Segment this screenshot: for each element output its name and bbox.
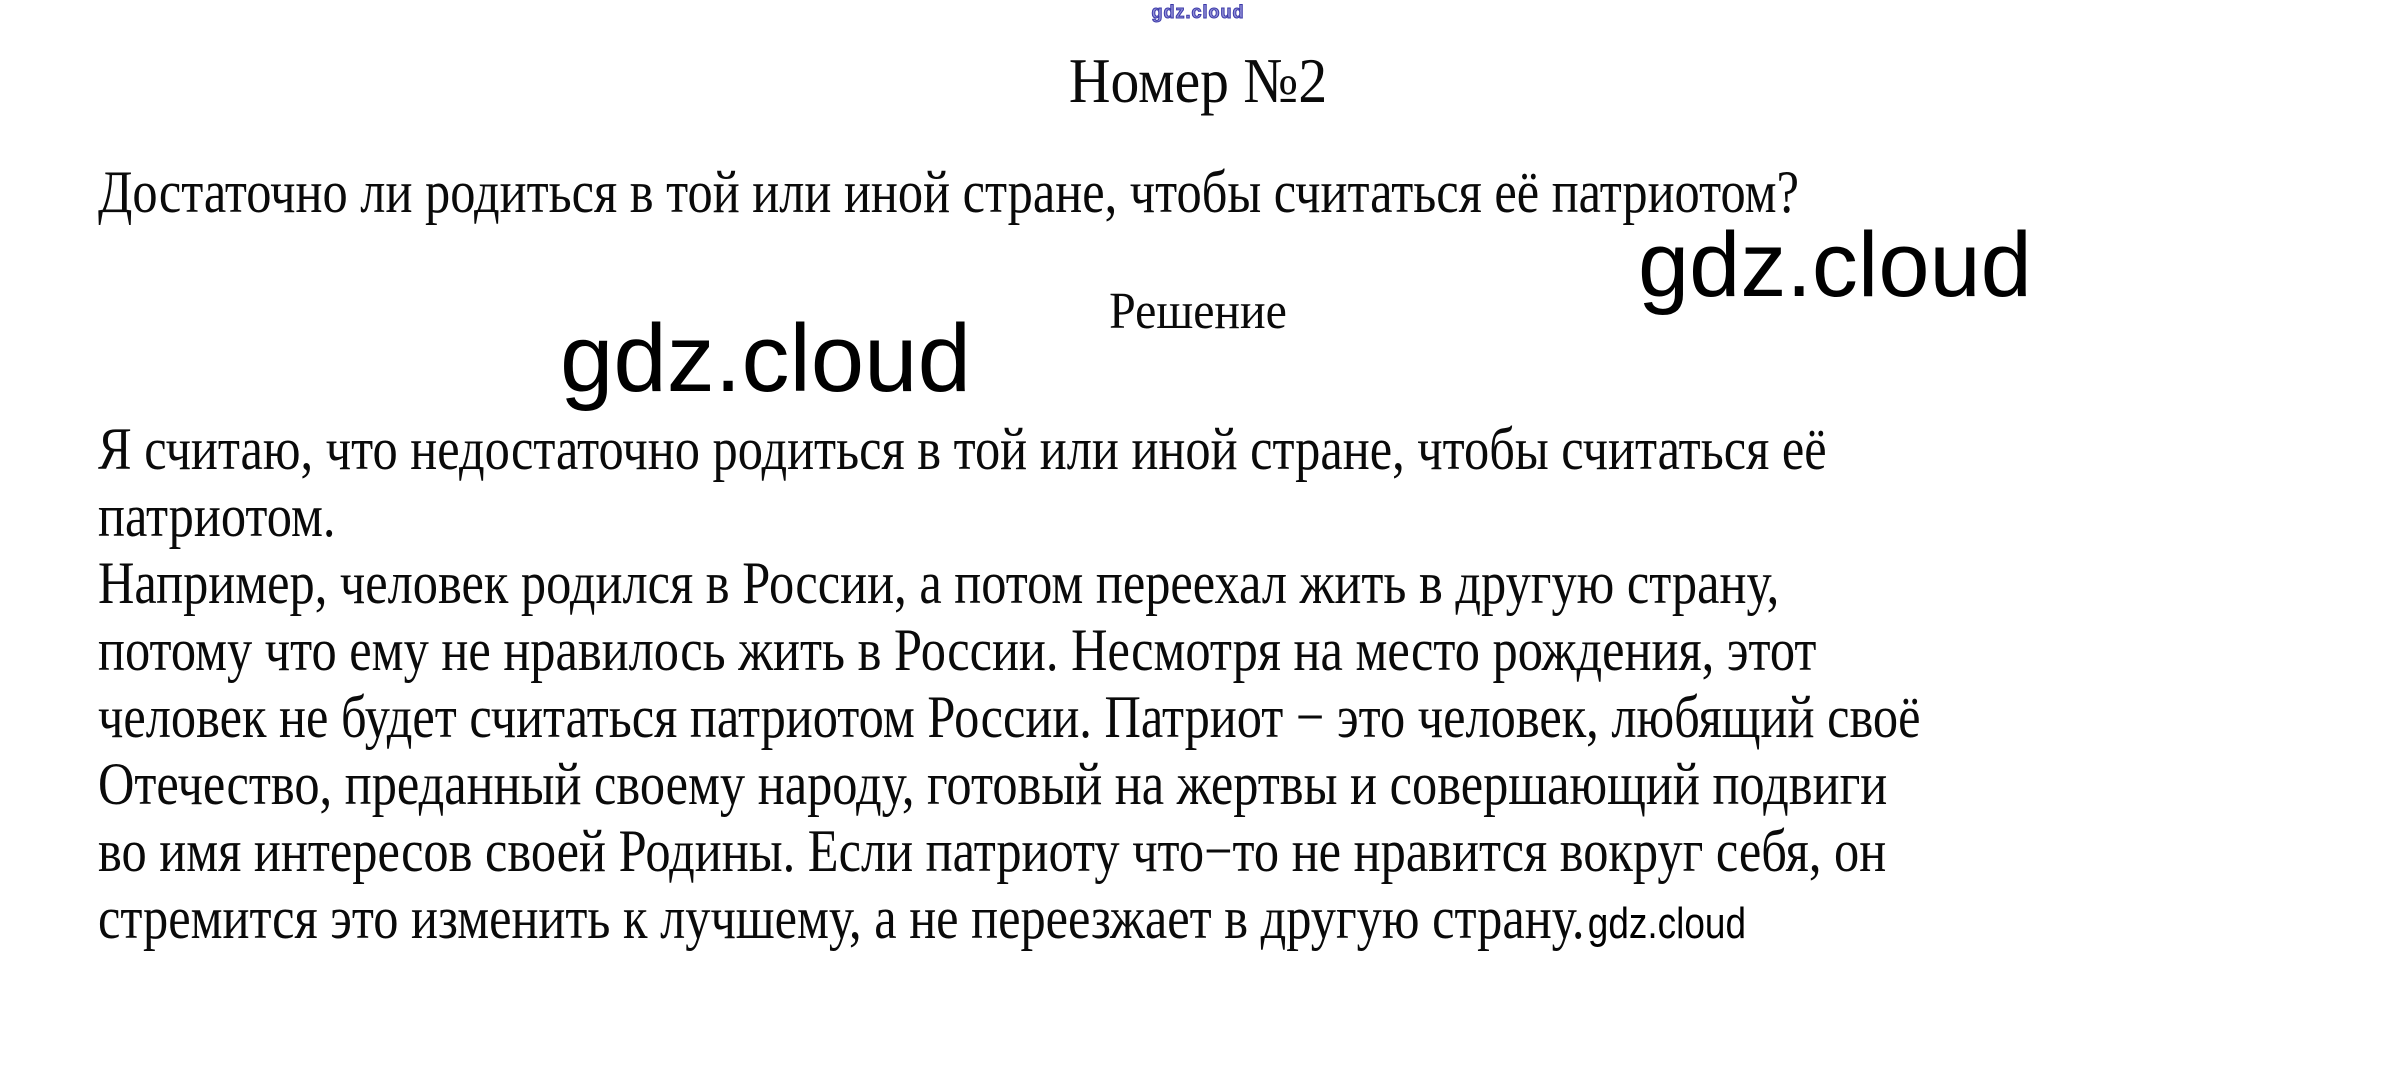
answer-line: потому что ему не нравилось жить в России. Несмотря на место рождения, этот	[98, 617, 1817, 683]
watermark-large-left: gdz.cloud	[560, 305, 971, 412]
answer-line: Я считаю, что недостаточно родиться в той или иной стране, чтобы считаться её	[98, 416, 1827, 482]
solution-heading: Решение	[1109, 283, 1287, 340]
watermark-top: gdz.cloud	[1151, 2, 1245, 22]
question-text: Достаточно ли родиться в той или иной стране, чтобы считаться её патриотом?	[98, 159, 1799, 225]
answer-line: Отечество, преданный своему народу, готовый на жертвы и совершающий подвиги	[98, 751, 1888, 817]
page-title: Номер №2	[1068, 45, 1328, 116]
answer-line-text: стремится это изменить к лучшему, а не переезжает в другую страну.	[98, 885, 1585, 951]
answer-line	[98, 885, 1920, 957]
watermark-inline: gdz.cloud	[1587, 899, 1747, 948]
answer-line: патриотом.	[98, 483, 336, 549]
answer-line: человек не будет считаться патриотом России. Патриот − это человек, любящий своё	[98, 684, 1921, 750]
watermark-large-right: gdz.cloud	[1638, 214, 2032, 316]
answer-line: во имя интересов своей Родины. Если патриоту что−то не нравится вокруг себя, он	[98, 818, 1887, 884]
answer-text	[98, 416, 2268, 957]
answer-line: Например, человек родился в России, а потом переехал жить в другую страну,	[98, 550, 1780, 616]
